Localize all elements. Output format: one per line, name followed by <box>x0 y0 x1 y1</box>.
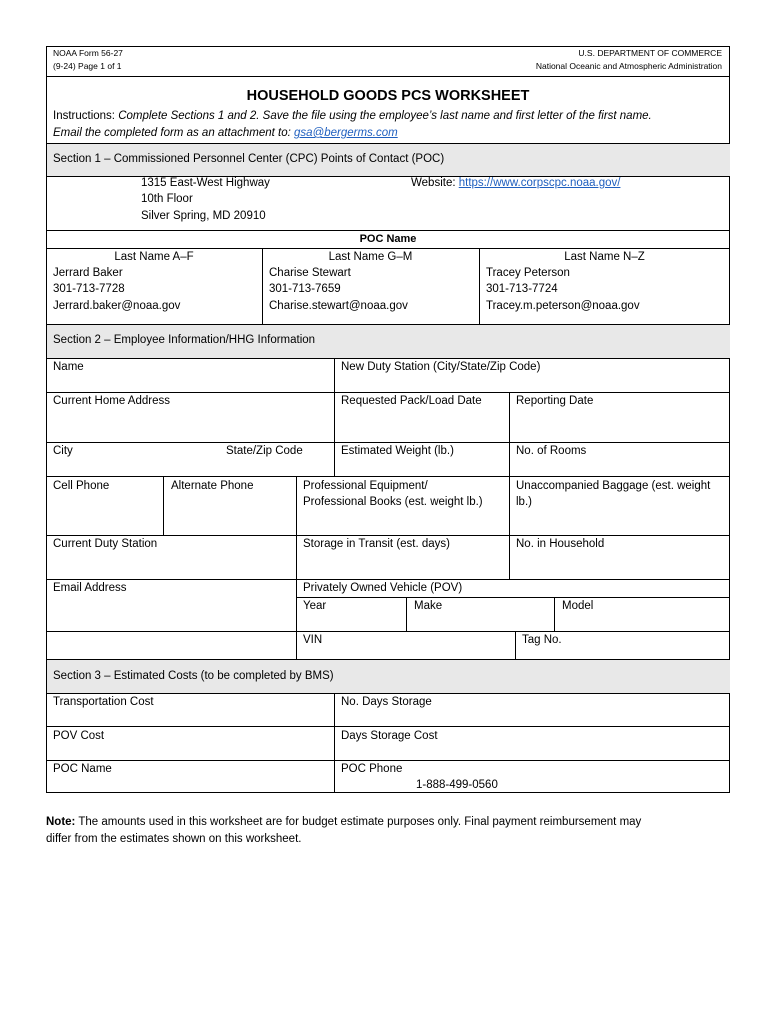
website-label: Website: <box>411 177 456 189</box>
no-days-storage-field[interactable]: No. Days Storage <box>341 696 432 708</box>
estimated-weight-field[interactable]: Estimated Weight (lb.) <box>341 445 454 457</box>
poc-email-a-f: Jerrard.baker@noaa.gov <box>53 300 181 312</box>
current-duty-station-field[interactable]: Current Duty Station <box>53 538 158 550</box>
poc-name-header: POC Name <box>359 233 417 245</box>
days-storage-cost-field[interactable]: Days Storage Cost <box>341 730 438 742</box>
reporting-date-field[interactable]: Reporting Date <box>516 395 594 407</box>
section3-heading: Section 3 – Estimated Costs (to be completed by BMS) <box>53 670 334 682</box>
pov-vin-field[interactable]: VIN <box>303 634 323 646</box>
poc-name-field[interactable]: POC Name <box>53 763 112 775</box>
poc-name-a-f: Jerrard Baker <box>53 267 123 279</box>
name-field[interactable]: Name <box>53 361 84 373</box>
website-link[interactable]: https://www.corpscpc.noaa.gov/ <box>458 177 621 189</box>
email-address-input-area[interactable] <box>47 632 296 659</box>
instructions-line2 <box>53 128 398 140</box>
instructions-text: Complete Sections 1 and 2. Save the file using the employee’s last name and first letter of the first name. <box>118 110 652 122</box>
submission-email-link[interactable]: gsa@bergerms.com <box>293 127 398 139</box>
pov-header: Privately Owned Vehicle (POV) <box>303 582 463 594</box>
new-duty-station-field[interactable]: New Duty Station (City/State/Zip Code) <box>341 361 541 373</box>
professional-equipment-label-2[interactable]: Professional Books (est. weight lb.) <box>303 496 483 508</box>
poc-phone-n-z: 301-713-7724 <box>486 283 558 295</box>
storage-in-transit-field[interactable]: Storage in Transit (est. days) <box>303 538 451 550</box>
cell-phone-field[interactable]: Cell Phone <box>53 480 110 492</box>
note-label: Note: <box>46 816 76 828</box>
poc-range-g-m: Last Name G–M <box>328 251 413 263</box>
email-address-field[interactable]: Email Address <box>53 582 127 594</box>
department-name: U.S. DEPARTMENT OF COMMERCE <box>578 48 722 58</box>
poc-email-g-m: Charise.stewart@noaa.gov <box>269 300 408 312</box>
city-field[interactable]: City <box>53 445 73 457</box>
instructions-label: Instructions: <box>53 110 119 122</box>
note-line1 <box>46 817 641 829</box>
unaccompanied-baggage-label-1[interactable]: Unaccompanied Baggage (est. weight <box>516 480 711 492</box>
agency-name: National Oceanic and Atmospheric Administration <box>535 61 722 71</box>
pov-tag-no-field[interactable]: Tag No. <box>522 634 562 646</box>
poc-range-a-f: Last Name A–F <box>114 251 194 263</box>
section2-heading: Section 2 – Employee Information/HHG Information <box>53 334 316 346</box>
state-zip-field[interactable]: State/Zip Code <box>226 445 303 457</box>
poc-name-n-z: Tracey Peterson <box>486 267 570 279</box>
poc-phone-value: 1-888-499-0560 <box>416 779 498 791</box>
alternate-phone-field[interactable]: Alternate Phone <box>171 480 254 492</box>
poc-name-g-m: Charise Stewart <box>269 267 351 279</box>
professional-equipment-label-1[interactable]: Professional Equipment/ <box>303 480 428 492</box>
pov-cost-field[interactable]: POV Cost <box>53 730 105 742</box>
instructions-line1 <box>53 111 652 123</box>
pov-year-field[interactable]: Year <box>303 600 327 612</box>
transportation-cost-field[interactable]: Transportation Cost <box>53 696 154 708</box>
note-line2: differ from the estimates shown on this worksheet. <box>46 833 302 845</box>
poc-phone-a-f: 301-713-7728 <box>53 283 125 295</box>
note-text-1: The amounts used in this worksheet are for budget estimate purposes only. Final payment reimbursement may <box>75 816 642 828</box>
pov-make-field[interactable]: Make <box>414 600 443 612</box>
poc-email-n-z: Tracey.m.peterson@noaa.gov <box>486 300 640 312</box>
cpc-address-line3: Silver Spring, MD 20910 <box>141 210 266 222</box>
poc-phone-g-m: 301-713-7659 <box>269 283 341 295</box>
section1-heading: Section 1 – Commissioned Personnel Center (CPC) Points of Contact (POC) <box>53 153 445 165</box>
no-in-household-field[interactable]: No. in Household <box>516 538 605 550</box>
website-row <box>411 178 620 190</box>
poc-range-n-z: Last Name N–Z <box>564 251 645 263</box>
pov-model-field[interactable]: Model <box>562 600 594 612</box>
cpc-address-line1: 1315 East-West Highway <box>141 177 270 189</box>
form-revision: (9-24) Page 1 of 1 <box>53 61 122 71</box>
form-number: NOAA Form 56-27 <box>53 48 123 58</box>
unaccompanied-baggage-label-2[interactable]: lb.) <box>516 496 532 508</box>
requested-pack-load-date-field[interactable]: Requested Pack/Load Date <box>341 395 482 407</box>
current-home-address-field[interactable]: Current Home Address <box>53 395 170 407</box>
poc-phone-field[interactable]: POC Phone <box>341 763 403 775</box>
cpc-address-line2: 10th Floor <box>141 193 193 205</box>
instructions-email-prefix: Email the completed form as an attachment to: <box>53 127 294 139</box>
no-of-rooms-field[interactable]: No. of Rooms <box>516 445 587 457</box>
form-title: HOUSEHOLD GOODS PCS WORKSHEET <box>246 88 530 104</box>
